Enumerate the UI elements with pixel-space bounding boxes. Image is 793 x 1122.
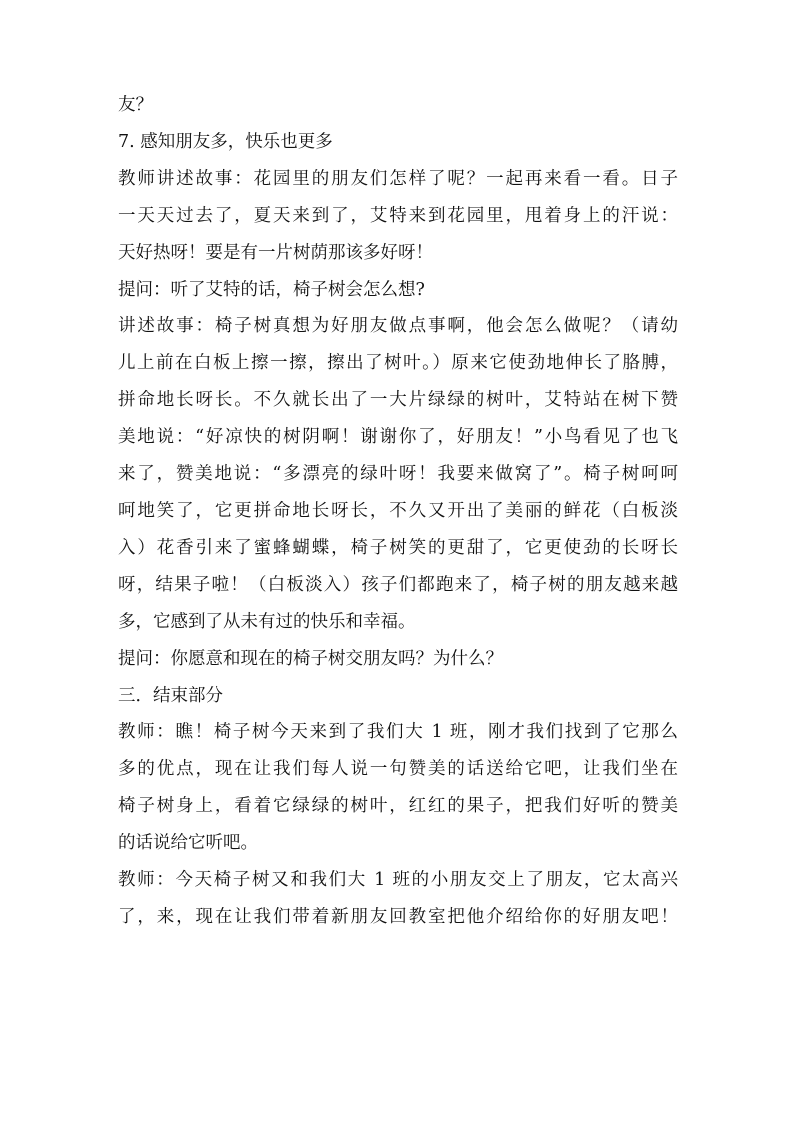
text-line: 的话说给它听吧。: [118, 833, 258, 854]
text-line: 教师：瞧！椅子树今天来到了我们大 1 班，刚才我们找到了它那么: [118, 722, 678, 743]
text-line: 来了，赞美地说：“多漂亮的绿叶呀！我要来做窝了”。椅子树呵呵: [118, 464, 678, 485]
text-line: 呀，结果子啦！（白板淡入）孩子们都跑来了，椅子树的朋友越来越: [118, 574, 678, 595]
text-line: 儿上前在白板上擦一擦，擦出了树叶。）原来它使劲地伸长了胳膊，: [118, 353, 678, 374]
text-line: 友？: [118, 95, 153, 115]
text-line: 天好热呀！要是有一片树荫那该多好呀！: [118, 242, 433, 263]
text-line: 拼命地长呀长。不久就长出了一大片绿绿的树叶，艾特站在树下赞: [118, 390, 678, 411]
section-heading: 三．结束部分: [118, 685, 223, 706]
text-line: 讲述故事：椅子树真想为好朋友做点事啊，他会怎么做呢？（请幼: [118, 316, 678, 337]
document-body: [118, 87, 678, 936]
question-line: 提问：听了艾特的话，椅子树会怎么想?: [118, 279, 425, 300]
text-line: 多，它感到了从未有过的快乐和幸福。: [118, 611, 416, 632]
question-line: 提问：你愿意和现在的椅子树交朋友吗？为什么？: [118, 648, 503, 669]
text-line: 教师：今天椅子树又和我们大 1 班的小朋友交上了朋友，它太高兴: [118, 870, 678, 891]
text-line: 呵地笑了，它更拼命地长呀长，不久又开出了美丽的鲜花（白板淡: [118, 500, 678, 521]
text-line: 美地说：“好凉快的树阴啊！谢谢你了，好朋友！”小鸟看见了也飞: [118, 427, 678, 448]
text-line: 了，来，现在让我们带着新朋友回教室把他介绍给你的好朋友吧！: [118, 906, 678, 927]
text-line: 教师讲述故事：花园里的朋友们怎样了呢？一起再来看一看。日子: [118, 168, 678, 189]
text-line: 椅子树身上，看着它绿绿的树叶，红红的果子，把我们好听的赞美: [118, 796, 678, 817]
text-line: 入）花香引来了蜜蜂蝴蝶，椅子树笑的更甜了，它更使劲的长呀长: [118, 537, 678, 558]
section-heading: 7. 感知朋友多，快乐也更多: [118, 131, 333, 152]
text-line: 多的优点，现在让我们每人说一句赞美的话送给它吧，让我们坐在: [118, 759, 678, 780]
text-line: 一天天过去了，夏天来到了，艾特来到花园里，甩着身上的汗说：: [118, 205, 678, 226]
